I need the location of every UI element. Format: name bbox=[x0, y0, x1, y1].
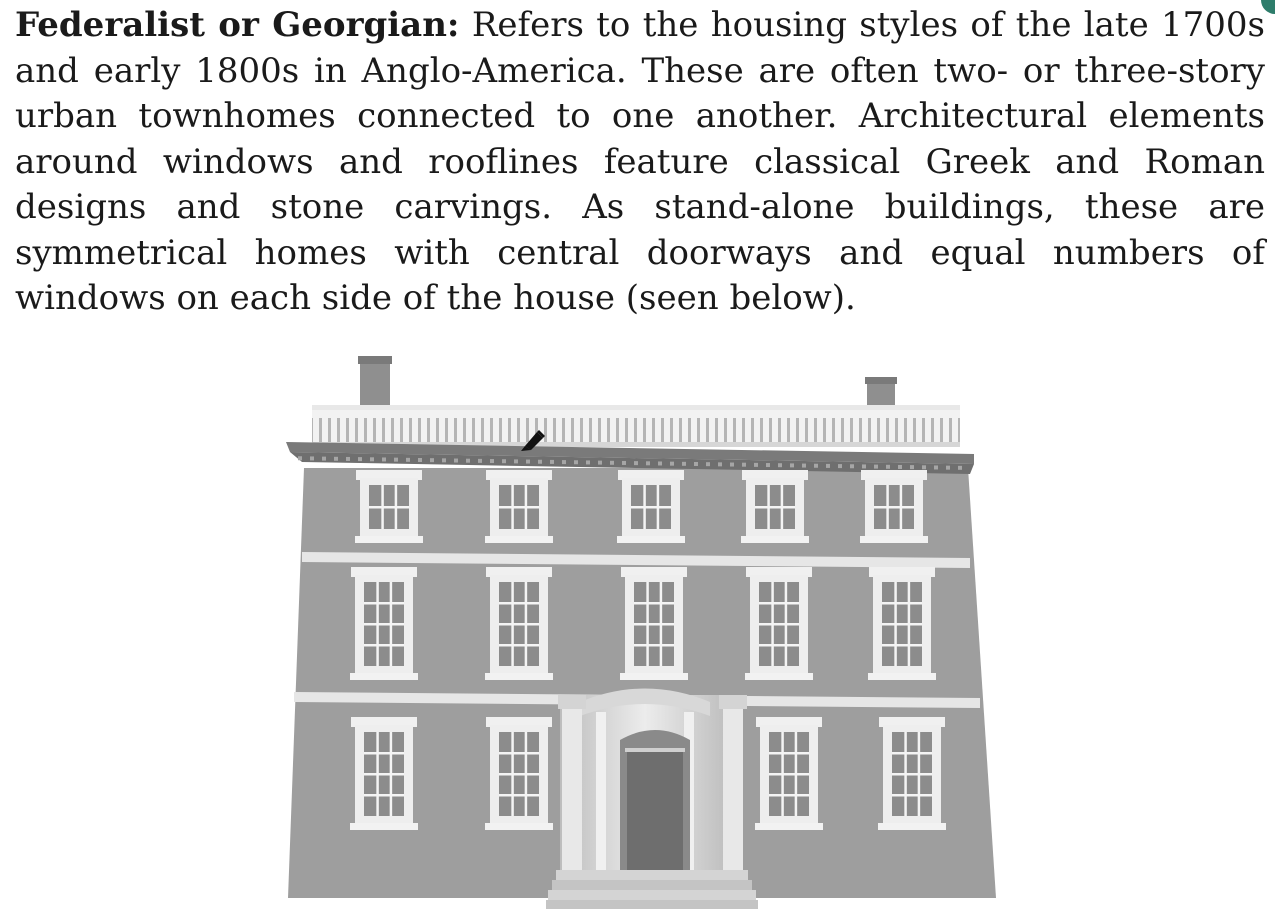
definition-paragraph bbox=[15, 3, 1265, 322]
pencil-cursor-icon bbox=[517, 424, 547, 454]
window bbox=[755, 717, 823, 830]
window bbox=[878, 717, 946, 830]
window bbox=[860, 470, 928, 543]
roof-balustrade bbox=[312, 405, 960, 447]
window bbox=[485, 567, 553, 680]
entry-steps bbox=[546, 870, 758, 909]
window bbox=[350, 717, 418, 830]
definition-body: Refers to the housing styles of the late 1700s and early 1800s in Anglo-America. These are often two- or three-story urban townhomes connected to one another. Architectural elements around windows and rooflines feature classical Greek and Roman designs and stone carvings. As stand-alone buildings, these are symmetrical homes with central doorways and equal numbers of windows on each side of the house (seen below). bbox=[15, 5, 1265, 318]
window bbox=[741, 470, 809, 543]
house-figure bbox=[280, 350, 1000, 915]
definition-term: Federalist or Georgian: bbox=[15, 5, 460, 45]
window bbox=[485, 470, 553, 543]
window bbox=[355, 470, 423, 543]
window bbox=[485, 717, 553, 830]
georgian-house-illustration bbox=[280, 350, 1000, 915]
portico bbox=[558, 689, 747, 876]
chimney-left bbox=[358, 356, 392, 410]
window bbox=[617, 470, 685, 543]
window bbox=[868, 567, 936, 680]
window bbox=[620, 567, 688, 680]
window bbox=[745, 567, 813, 680]
window bbox=[350, 567, 418, 680]
